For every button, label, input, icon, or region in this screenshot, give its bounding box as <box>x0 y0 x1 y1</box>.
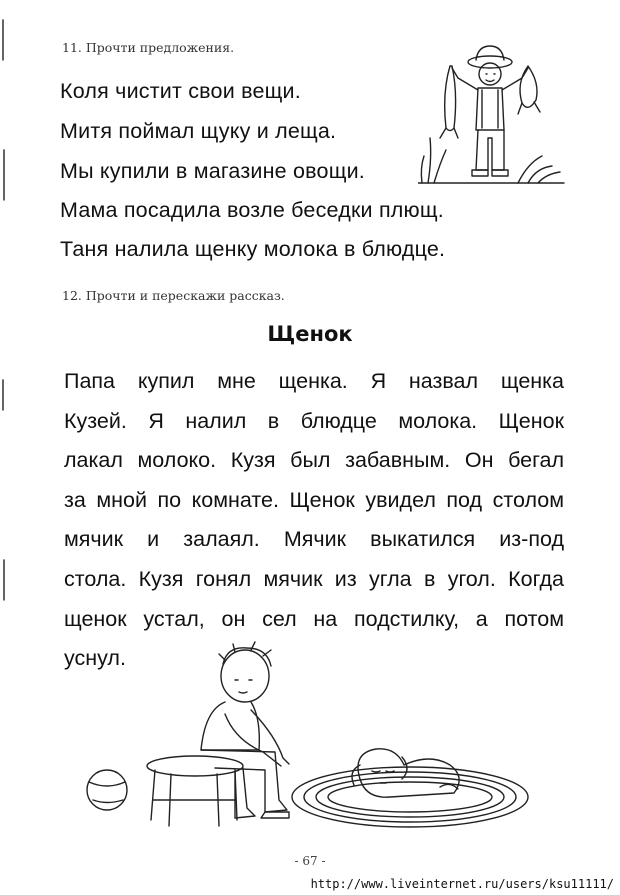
task-11-heading: 11. Прочти предложения. <box>62 40 235 55</box>
story-line: Кузей. Я налил в блюдце молока. Щенок <box>64 408 564 433</box>
page-edge <box>0 0 7 895</box>
sentence-5: Таня налила щенку молока в блюдце. <box>60 237 446 261</box>
story-title: Щенок <box>267 322 353 346</box>
sentence-1: Коля чистит свои вещи. <box>60 79 301 103</box>
story-text <box>64 362 564 679</box>
story-line: за мной по комнате. Щенок увидел под столом <box>64 487 564 512</box>
story-line: Папа купил мне щенка. Я назвал щенка <box>64 369 564 393</box>
story-line: стола. Кузя гонял мячик из угла в угол. Когда <box>64 566 564 591</box>
story-line: уснул. <box>64 646 126 671</box>
boy-with-fish-icon <box>418 38 568 190</box>
page-number: - 67 - <box>294 854 326 868</box>
sleeping-puppy-icon <box>290 735 540 835</box>
source-url: http://www.liveinternet.ru/users/ksu11111/ <box>310 877 614 891</box>
story-line: мячик и залаял. Мячик выкатился из-под <box>64 527 564 552</box>
story-line: лакал молоко. Кузя был забавным. Он бегал <box>64 448 564 473</box>
story-line: щенок устал, он сел на подстилку, а потом <box>64 606 564 631</box>
sentence-4: Мама посадила возле беседки плющ. <box>60 198 444 222</box>
sentence-3: Мы купили в магазине овощи. <box>60 159 365 183</box>
task-12-heading: 12. Прочти и перескажи рассказ. <box>62 288 285 303</box>
boy-on-stool-icon <box>75 640 325 840</box>
sentence-2: Митя поймал щуку и леща. <box>60 119 337 143</box>
